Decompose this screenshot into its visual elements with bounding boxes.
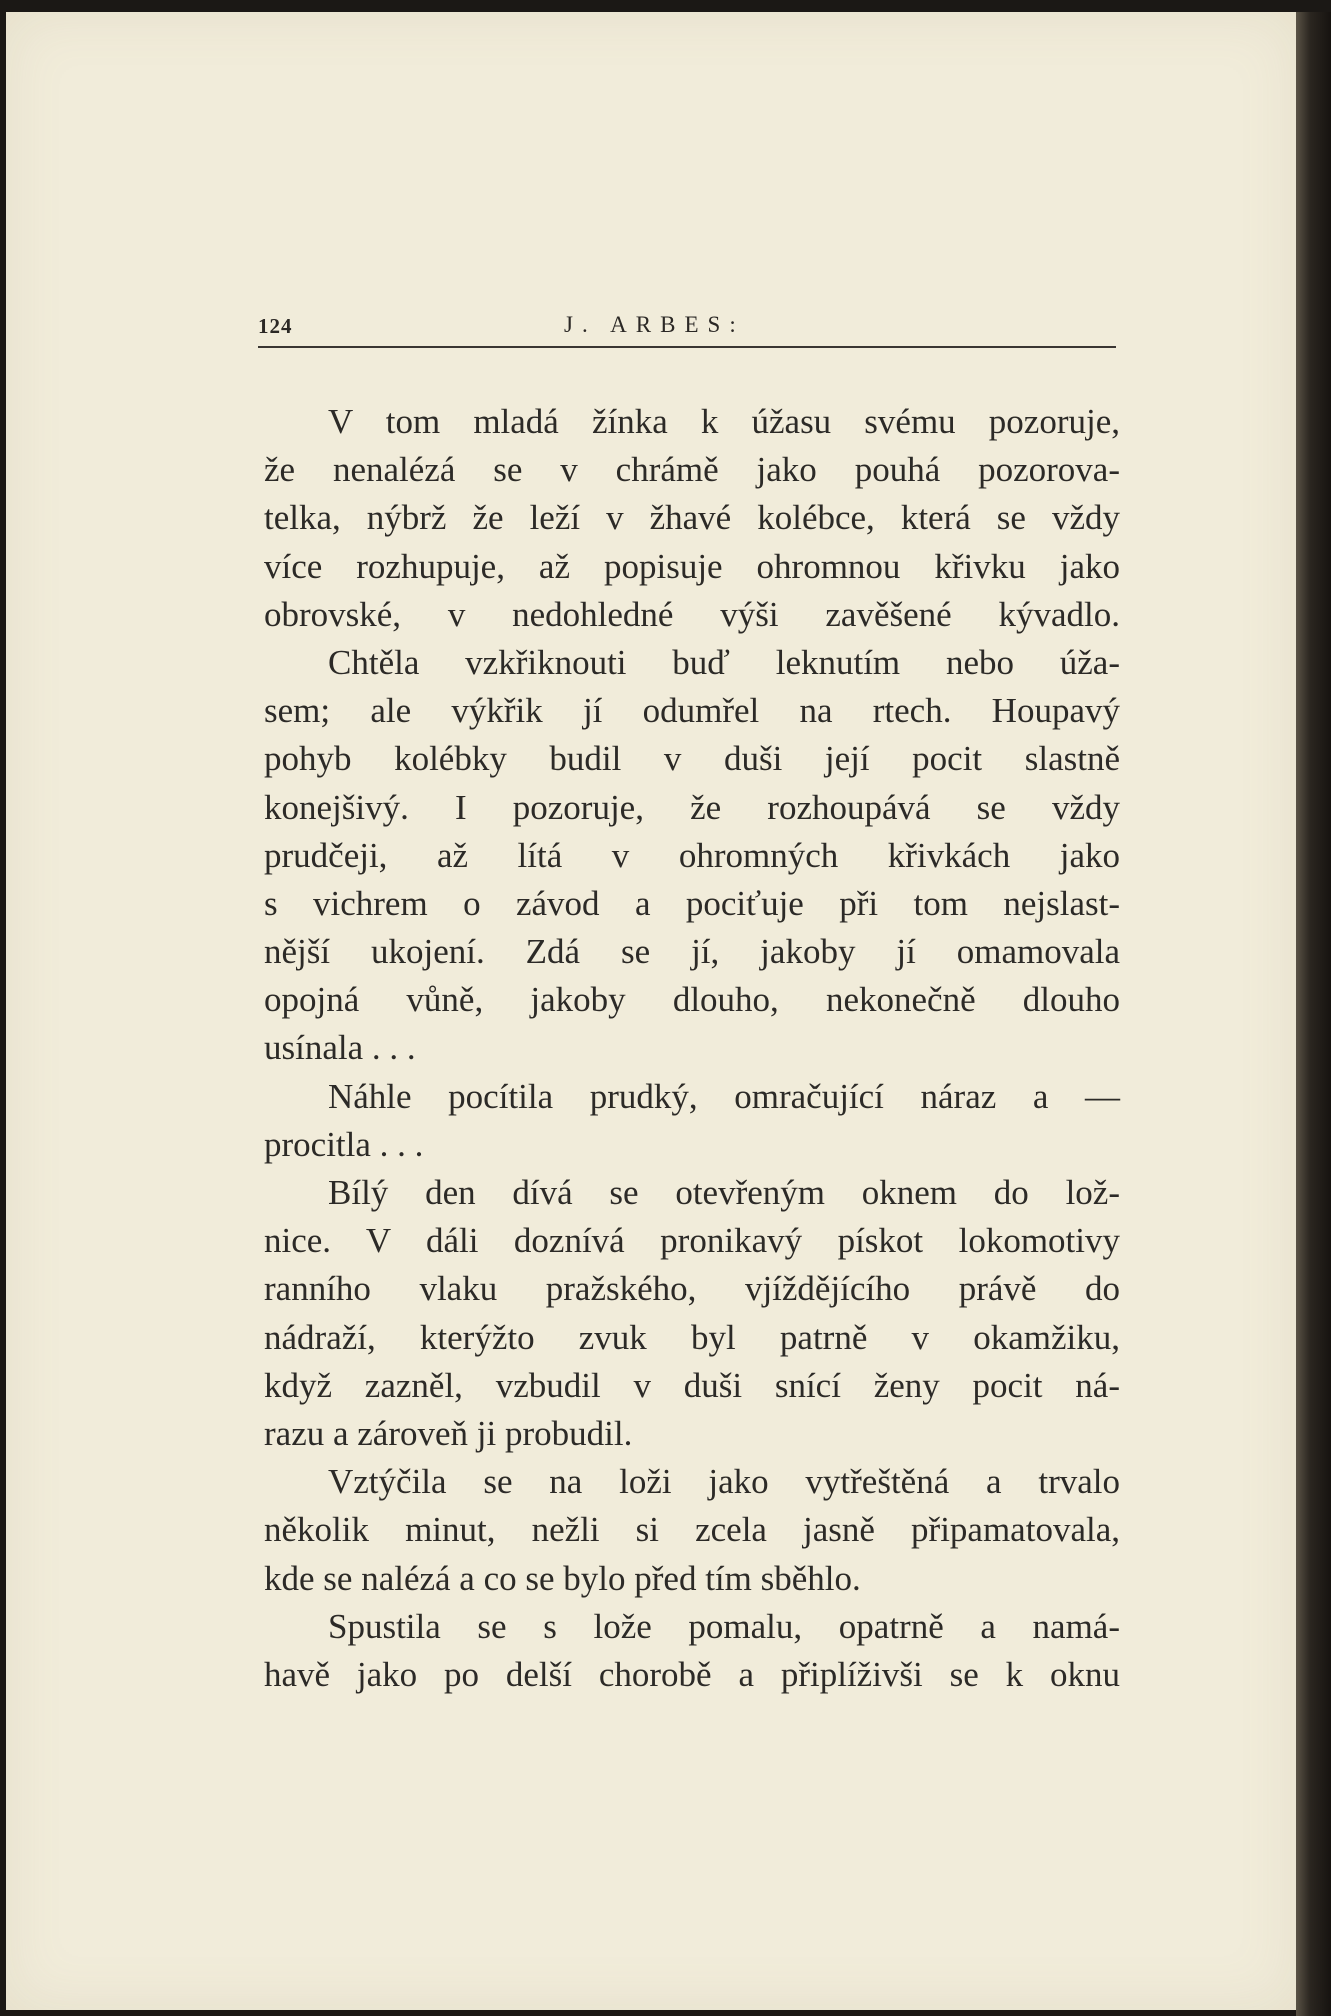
text-line: nější ukojení. Zdá se jí, jakoby jí omamovala [264,932,1120,972]
body-text [264,398,1120,1699]
text-line: prudčeji, až lítá v ohromných křivkách jako [264,835,1120,875]
book-spine-edge [1296,12,1331,2016]
text-line: konejšivý. I pozoruje, že rozhoupává se vždy [264,787,1120,827]
text-line: Vztýčila se na loži jako vytřeštěná a trvalo [328,1462,1120,1502]
text-line: Bílý den dívá se otevřeným oknem do lož- [328,1173,1120,1212]
text-line: Náhle pocítila prudký, omračující náraz a — [328,1076,1120,1116]
text-line: kde se nalézá a co se bylo před tím sběhlo. [264,1558,861,1598]
text-line: pohyb kolébky budil v duši její pocit slastně [264,739,1120,779]
text-line: když zazněl, vzbudil v duši snící ženy pocit ná- [264,1365,1120,1405]
text-line: nádraží, kterýžto zvuk byl patrně v okamžiku, [264,1317,1120,1357]
text-line: razu a zároveň ji probudil. [264,1413,633,1453]
text-line: Spustila se s lože pomalu, opatrně a namá- [328,1606,1120,1646]
text-line: několik minut, nežli si zcela jasně připamatovala, [264,1510,1120,1550]
text-line: Chtěla vzkřiknouti buď leknutím nebo úža- [328,642,1120,682]
text-line: že nenalézá se v chrámě jako pouhá pozorova- [264,450,1120,490]
text-line: více rozhupuje, až popisuje ohromnou křivku jako [264,546,1120,586]
text-line: telka, nýbrž že leží v žhavé kolébce, která se vždy [264,498,1120,538]
text-line: opojná vůně, jakoby dlouho, nekonečně dlouho [264,980,1120,1020]
header-rule [258,346,1116,348]
text-line: ranního vlaku pražského, vjíždějícího právě do [264,1269,1120,1309]
text-line: sem; ale výkřik jí odumřel na rtech. Houpavý [264,691,1120,731]
text-line: nice. V dáli doznívá pronikavý pískot lokomotivy [264,1221,1120,1261]
page-number: 124 [258,314,293,338]
text-line: havě jako po delší chorobě a připlíživši se k oknu [264,1654,1120,1694]
text-line: V tom mladá žínka k úžasu svému pozoruje, [328,402,1120,441]
text-line: s vichrem o závod a pociťuje při tom nejslast- [264,883,1120,923]
text-line: usínala . . . [264,1028,416,1068]
text-line: procitla . . . [264,1124,424,1164]
running-head: J. ARBES: [564,312,745,337]
text-line: obrovské, v nedohledné výši zavěšené kývadlo. [264,594,1120,634]
